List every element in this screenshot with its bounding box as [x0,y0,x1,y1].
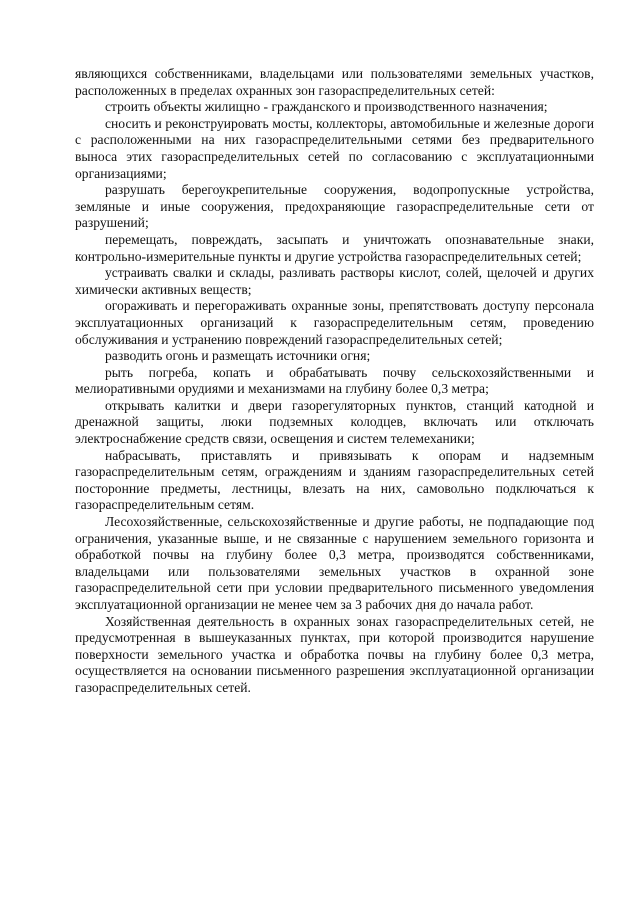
list-item-attaching: набрасывать, приставлять и привязывать к опорам и надземным газораспределительным сетям, ограждениям и зданиям газораспределительных сетей посторонние предметы, лестницы, влезать на них, самовольно подключаться к газораспределительным сетям. [75,447,594,513]
list-item-doors: открывать калитки и двери газорегуляторных пунктов, станций катодной и дренажной защиты, люки подземных колодцев, включать или отключать электроснабжение средств связи, освещения и систем телемеханики; [75,397,594,447]
list-item-fencing: огораживать и перегораживать охранные зоны, препятствовать доступу персонала эксплуатационных организаций к газораспределительным сетям, проведению обслуживания и устранению повреждений газораспределительных сетей; [75,298,594,347]
paragraph-economic-activity: Хозяйственная деятельность в охранных зонах газораспределительных сетей, не предусмотренная в вышеуказанных пунктах, при которой производится нарушение поверхности земельного участка и обработка почвы на глубину более 0,3 метра, осуществляется на основании письменного разрешения эксплуатационной организации газораспределительных сетей. [75,613,594,695]
list-item-fire: разводить огонь и размещать источники огня; [105,348,371,364]
paragraph-continuation: являющихся собственниками, владельцами или пользователями земельных участков, расположенных в пределах охранных зон газораспределительных сетей: [75,66,594,98]
list-item-signs: перемещать, повреждать, засыпать и уничтожать опознавательные знаки, контрольно-измерительные пункты и другие устройства газораспределительных сетей; [75,231,594,264]
list-item-demolition: сносить и реконструировать мосты, коллекторы, автомобильные и железные дороги с расположенными на них газораспределительными сетями без предварительного выноса этих газораспределительных сетей по согласованию с эксплуатационными организациями; [75,115,594,181]
list-item-construction: строить объекты жилищно - гражданского и производственного назначения; [105,99,548,115]
paragraph-forestry-works: Лесохозяйственные, сельскохозяйственные и другие работы, не подпадающие под ограничения, указанные выше, и не связанные с нарушением земельного горизонта и обработкой почвы на глубину более 0,3 метра, производятся собственниками, владельцами или пользователями земельных участков в охранной зоне газораспределительной сети при условии предварительного письменного уведомления эксплуатационной организации не менее чем за 3 рабочих дня до начала работ. [75,514,594,612]
document-page [75,66,594,697]
list-item-dumps: устраивать свалки и склады, разливать растворы кислот, солей, щелочей и других химически активных веществ; [75,265,594,297]
list-item-bank-protection: разрушать берегоукрепительные сооружения, водопропускные устройства, земляные и иные сооружения, предохраняющие газораспределительные сети от разрушений; [75,182,594,231]
list-item-digging: рыть погреба, копать и обрабатывать почву сельскохозяйственными и мелиоративными орудиями и механизмами на глубину более 0,3 метра; [75,364,594,397]
